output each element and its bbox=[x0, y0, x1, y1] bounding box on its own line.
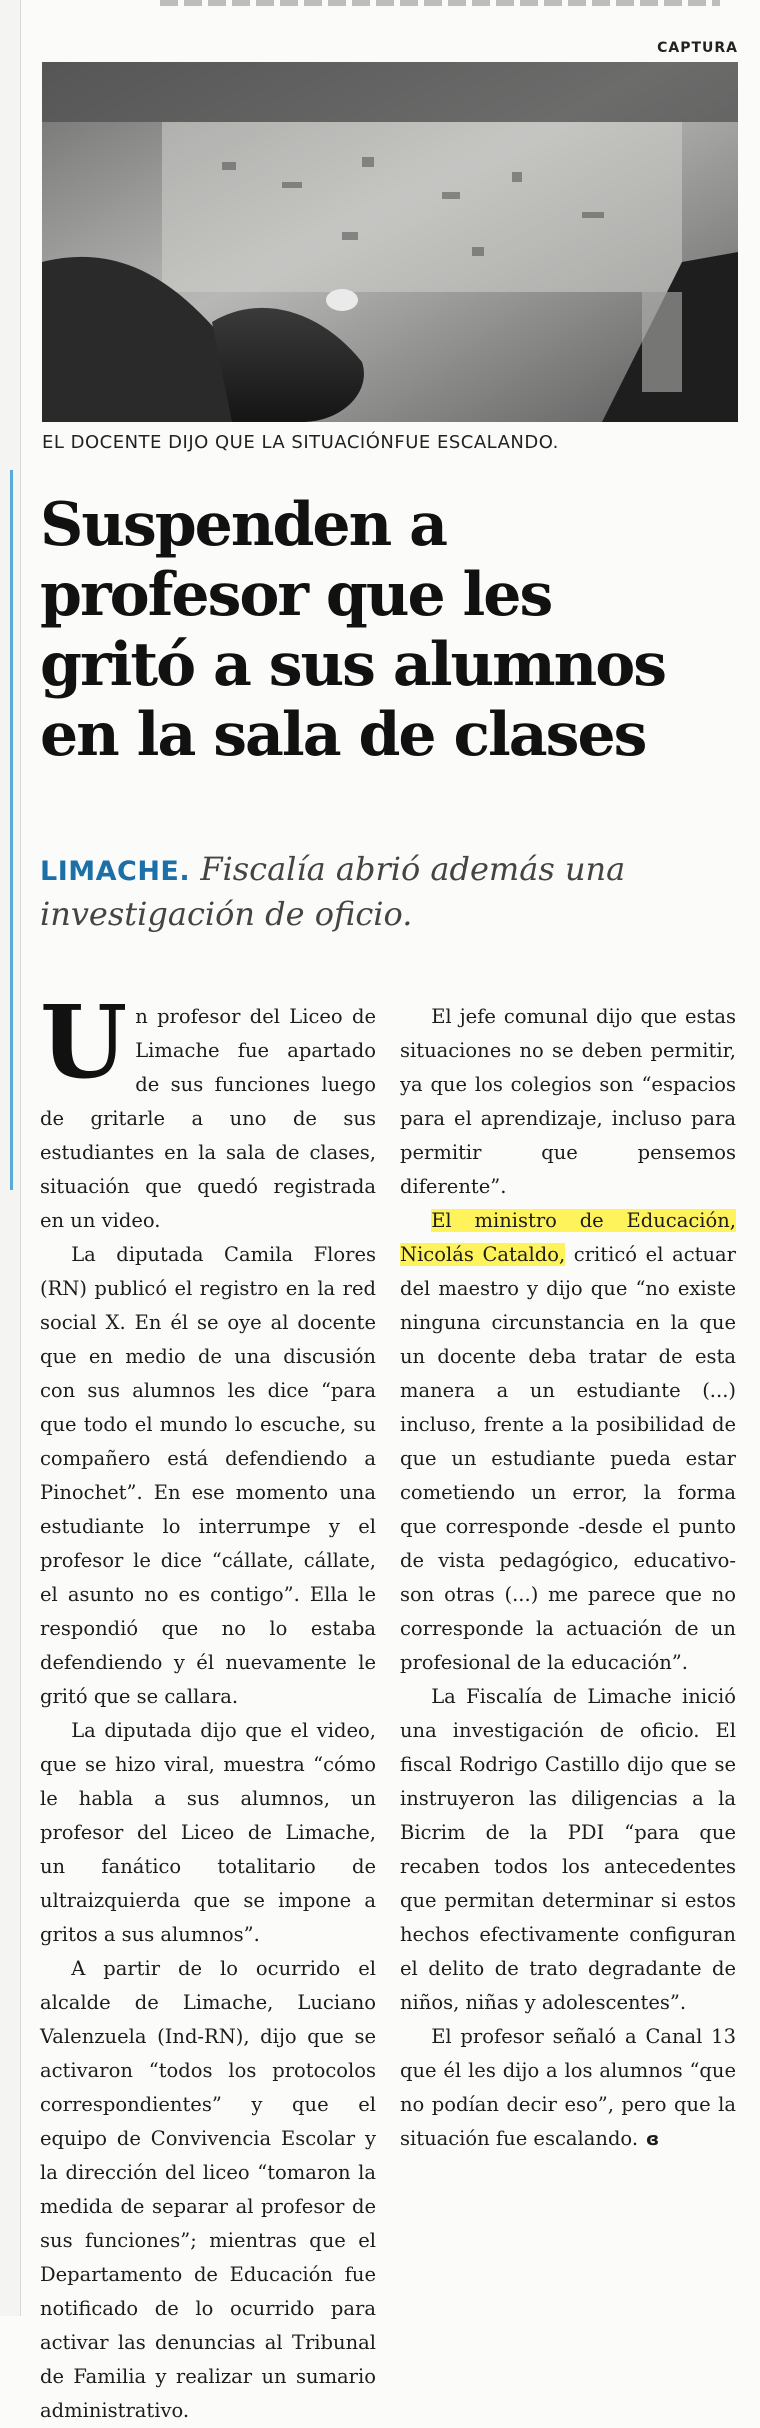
paragraph-8 bbox=[400, 2020, 736, 2157]
headline-line-1: Suspenden a bbox=[40, 490, 446, 560]
paragraph-4: A partir de lo ocurrido el alcalde de Limache, Luciano Valenzuela (Ind-RN), dijo que se activaron “todos los protocolos correspondientes” y que el equipo de Convivencia Escolar y la dirección del liceo “tomaron la medida de separar al profesor de sus funciones”; mientras que el Departamento de Educación fue notificado de lo ocurrido para activar las denuncias al Tribunal de Familia y realizar un sumario administrativo. bbox=[40, 1957, 376, 2422]
article-column-right bbox=[400, 1000, 736, 2157]
paragraph-6 bbox=[400, 1204, 736, 1680]
headline-line-2: profesor que les bbox=[40, 560, 552, 630]
headline bbox=[40, 490, 740, 770]
top-rule bbox=[160, 0, 720, 6]
photo-credit: CAPTURA bbox=[657, 40, 738, 56]
paragraph-3: La diputada dijo que el video, que se hizo viral, muestra “cómo le habla a sus alumnos, un profesor del Liceo de Limache, un fanático totalitario de ultraizquierda que se impone a gritos a sus alumnos”. bbox=[40, 1719, 376, 1946]
drop-cap: U bbox=[40, 983, 128, 1101]
deck-location: LIMACHE. bbox=[40, 856, 191, 887]
paragraph-1 bbox=[40, 983, 376, 1238]
headline-line-3: gritó a sus alumnos bbox=[40, 630, 666, 700]
article-photo bbox=[42, 62, 738, 422]
paragraph-8-text: El profesor señaló a Canal 13 que él les dijo a los alumnos “que no podían decir eso”, pero que la situación fue escalando. bbox=[400, 2025, 736, 2150]
adjacent-page-color-bar bbox=[10, 470, 13, 1190]
paragraph-2: La diputada Camila Flores (RN) publicó el registro en la red social X. En él se oye al docente que en medio de una discusión con sus alumnos les dice “para que todo el mundo lo escuche, su compañero está defendiendo a Pinochet”. En ese momento una estudiante lo interrumpe y el profesor le dice “cállate, cállate, el asunto no es contigo”. Ella le respondió que no lo estaba defendiendo y él nuevamente le gritó que se callara. bbox=[40, 1243, 376, 1708]
paragraph-6-text: criticó el actuar del maestro y dijo que “no existe ninguna circunstancia en la que un docente deba tratar de esta manera a un estudiante (...) incluso, frente a la posibilidad de que un estudiante pueda estar cometiendo un error, la forma que corresponde -desde el punto de vista pedagógico, educativo- son otras (...) me parece que no corresponde la actuación de un profesional de la educación”. bbox=[400, 1243, 736, 1674]
deck bbox=[40, 848, 740, 935]
paragraph-1-text: n profesor del Liceo de Limache fue apartado de sus funciones luego de gritarle a uno de sus estudiantes en la sala de clases, situación que quedó registrada en un video. bbox=[40, 1005, 376, 1232]
paragraph-7: La Fiscalía de Limache inició una investigación de oficio. El fiscal Rodrigo Castillo dijo que se instruyeron las diligencias a la Bicrim de la PDI “para que recaben todos los antecedentes que permitan determinar si estos hechos efectivamente configuran el delito de trato degradante de niños, niñas y adolescentes”. bbox=[400, 1685, 736, 2014]
deck-text: Fiscalía abrió además una investigación de oficio. bbox=[40, 850, 626, 933]
photo-caption: EL DOCENTE DIJO QUE LA SITUACIÓNFUE ESCALANDO. bbox=[42, 432, 559, 453]
paragraph-5: El jefe comunal dijo que estas situaciones no se deben permitir, ya que los colegios son “espacios para el aprendizaje, incluso para permitir que pensemos diferente”. bbox=[400, 1005, 736, 1198]
adjacent-page-strip bbox=[0, 0, 21, 2316]
highlighted-text: El ministro de Educación, Nicolás Cataldo, bbox=[400, 1209, 736, 1266]
headline-line-4: en la sala de clases bbox=[40, 700, 646, 770]
end-mark-icon: ɞ bbox=[646, 2129, 660, 2150]
article-column-left bbox=[40, 983, 376, 2428]
classroom-photo-image bbox=[42, 62, 738, 422]
